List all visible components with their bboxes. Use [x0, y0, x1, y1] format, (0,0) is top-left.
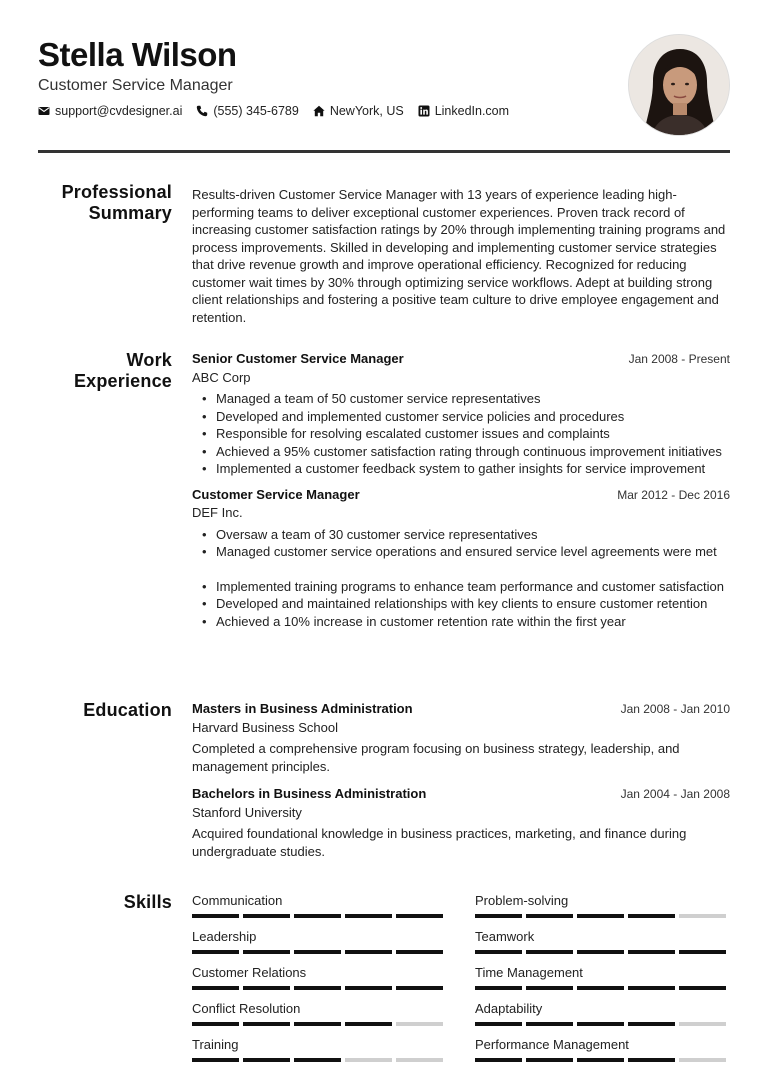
skill-item [475, 1000, 728, 1026]
skill-level-bar [192, 950, 445, 954]
envelope-icon [38, 105, 50, 117]
skills-grid [192, 892, 730, 1062]
bullet-item: • Managed a team of 50 customer service representatives [192, 390, 730, 408]
skill-level-segment [396, 1058, 443, 1062]
bullet-item: • Developed and implemented customer service policies and procedures [192, 408, 730, 426]
skill-name: Adaptability [475, 1001, 543, 1016]
degree-title: Masters in Business Administration [192, 701, 413, 716]
job-entry [192, 486, 730, 631]
bullet-item: • Implemented training programs to enhance team performance and customer satisfaction [192, 578, 730, 596]
bullet-item: • Responsible for resolving escalated customer issues and complaints [192, 425, 730, 443]
skill-item [192, 964, 445, 990]
contact-info [38, 104, 509, 118]
contact-email[interactable] [38, 104, 182, 118]
summary-section [38, 182, 730, 332]
skill-level-segment [475, 986, 522, 990]
skill-item [475, 928, 728, 954]
job-title: Senior Customer Service Manager [192, 351, 404, 366]
skill-level-segment [294, 1022, 341, 1026]
skill-item [475, 964, 728, 990]
skill-level-bar [192, 1022, 445, 1026]
skill-level-bar [192, 1058, 445, 1062]
job-date: Mar 2012 - Dec 2016 [617, 487, 730, 502]
skill-level-segment [577, 950, 624, 954]
contact-location-text: NewYork, US [329, 104, 404, 118]
skill-level-segment [475, 1022, 522, 1026]
skill-name: Training [192, 1037, 239, 1052]
profile-photo [628, 34, 730, 136]
skill-level-segment [345, 1058, 392, 1062]
skill-level-segment [294, 914, 341, 918]
skill-level-segment [628, 1022, 675, 1026]
skill-level-segment [192, 950, 239, 954]
experience-heading [38, 350, 172, 392]
skill-name: Performance Management [475, 1037, 629, 1052]
education-entry [192, 785, 730, 860]
school-name: Harvard Business School [192, 719, 338, 735]
skill-level-segment [628, 950, 675, 954]
skill-level-segment [628, 986, 675, 990]
skill-level-segment [243, 1022, 290, 1026]
education-description: Acquired foundational knowledge in business practices, marketing, and finance during undergraduate studies. [192, 826, 687, 859]
header-divider [38, 150, 730, 153]
candidate-name: Stella Wilson [38, 36, 237, 73]
skill-name: Time Management [475, 965, 583, 980]
job-company: DEF Inc. [192, 505, 243, 520]
skill-level-segment [294, 1058, 341, 1062]
skill-item [475, 1036, 728, 1062]
bullet-item: • Managed customer service operations and ensured service level agreements were met [192, 543, 730, 561]
experience-section [38, 350, 730, 670]
summary-heading-line2: Summary [88, 203, 172, 223]
job-title: Customer Service Manager [192, 486, 360, 502]
skill-level-segment [526, 1058, 573, 1062]
contact-location [313, 104, 404, 118]
skill-level-segment [475, 914, 522, 918]
skill-level-segment [577, 1022, 624, 1026]
candidate-role: Customer Service Manager [38, 77, 233, 94]
skill-level-bar [475, 1058, 728, 1062]
education-section [38, 700, 730, 870]
contact-phone[interactable] [196, 104, 298, 118]
skill-level-segment [345, 986, 392, 990]
skill-level-segment [192, 1058, 239, 1062]
school-name: Stanford University [192, 804, 302, 820]
skill-level-segment [577, 986, 624, 990]
skill-level-segment [243, 986, 290, 990]
skill-item [475, 892, 728, 918]
resume-header [38, 36, 730, 152]
skill-level-bar [192, 986, 445, 990]
experience-heading-line2: Experience [73, 371, 172, 391]
skill-level-segment [243, 914, 290, 918]
contact-linkedin-text: LinkedIn.com [434, 104, 510, 118]
skill-level-segment [192, 914, 239, 918]
education-description: Completed a comprehensive program focusing on business strategy, leadership, and management principles. [192, 741, 680, 774]
skill-level-bar [475, 1022, 728, 1026]
summary-text: Results-driven Customer Service Manager with 13 years of experience leading high-performing teams to deliver exceptional customer experiences. Proven track record of increasing customer satisfaction ratings by 20% through implementing training programs and process improvements. Skilled in developing and implementing customer service strategies that drive revenue growth and improve operational efficiency. Recognized for reducing customer wait times by 30% through optimizing service workflows. Adept at building strong client relationships and fostering a positive team culture to drive employee engagement and retention. [192, 187, 726, 325]
skill-item [192, 892, 445, 918]
skill-level-segment [475, 950, 522, 954]
skills-body [192, 892, 730, 1062]
job-entry [192, 350, 730, 478]
skill-level-segment [345, 1022, 392, 1026]
contact-phone-text: (555) 345-6789 [213, 104, 299, 118]
skill-name: Communication [192, 893, 283, 908]
education-entry [192, 700, 730, 775]
skill-level-segment [526, 986, 573, 990]
skill-level-segment [679, 986, 726, 990]
phone-icon [196, 105, 208, 117]
skill-level-bar [475, 986, 728, 990]
skill-level-segment [294, 950, 341, 954]
skill-item [192, 1036, 445, 1062]
contact-linkedin[interactable] [418, 104, 509, 118]
bullet-item: • Developed and maintained relationships with key clients to ensure customer retention [192, 595, 730, 613]
experience-heading-line1: Work [126, 350, 172, 370]
skill-name: Customer Relations [192, 965, 307, 980]
skill-level-segment [243, 1058, 290, 1062]
skill-level-segment [526, 1022, 573, 1026]
skill-name: Problem-solving [475, 893, 569, 908]
skill-level-segment [679, 914, 726, 918]
education-date: Jan 2008 - Jan 2010 [620, 702, 730, 716]
skill-level-segment [679, 1022, 726, 1026]
experience-body [192, 350, 730, 630]
education-body [192, 700, 730, 860]
skill-level-bar [475, 914, 728, 918]
skill-name: Conflict Resolution [192, 1001, 301, 1016]
summary-heading-line1: Professional [61, 182, 172, 202]
bullet-item: • Achieved a 10% increase in customer retention rate within the first year [192, 613, 730, 631]
skill-level-segment [396, 1022, 443, 1026]
bullet-item: • Oversaw a team of 30 customer service representatives [192, 526, 730, 544]
skill-level-segment [628, 1058, 675, 1062]
skill-level-segment [396, 950, 443, 954]
job-company: ABC Corp [192, 369, 251, 385]
skill-name: Teamwork [475, 929, 535, 944]
skill-level-segment [345, 950, 392, 954]
home-icon [313, 105, 325, 117]
skills-heading: Skills [123, 892, 172, 912]
bullet-item: • Implemented a customer feedback system to gather insights for service improvement [192, 460, 730, 478]
bullet-item: • Achieved a 95% customer satisfaction rating through continuous improvement initiatives [192, 443, 730, 461]
skill-level-segment [345, 914, 392, 918]
skill-level-segment [294, 986, 341, 990]
degree-title: Bachelors in Business Administration [192, 786, 427, 801]
skill-level-segment [396, 914, 443, 918]
skill-level-segment [679, 1058, 726, 1062]
skills-section [38, 892, 730, 1072]
linkedin-icon [418, 105, 430, 117]
skill-level-segment [577, 914, 624, 918]
job-bullets [192, 526, 730, 631]
skill-level-segment [243, 950, 290, 954]
skill-level-segment [475, 1058, 522, 1062]
summary-heading [38, 182, 172, 224]
education-heading: Education [83, 700, 172, 720]
job-bullets [192, 390, 730, 478]
skill-level-segment [679, 950, 726, 954]
skill-level-segment [526, 950, 573, 954]
skill-name: Leadership [192, 929, 257, 944]
contact-email-text: support@cvdesigner.ai [55, 104, 183, 118]
skill-level-bar [475, 950, 728, 954]
skill-item [192, 928, 445, 954]
skill-level-segment [192, 986, 239, 990]
education-date: Jan 2004 - Jan 2008 [620, 787, 730, 801]
job-date: Jan 2008 - Present [628, 352, 730, 366]
skill-level-bar [192, 914, 445, 918]
skill-level-segment [577, 1058, 624, 1062]
skill-level-segment [628, 914, 675, 918]
skill-level-segment [192, 1022, 239, 1026]
skill-item [192, 1000, 445, 1026]
skill-level-segment [396, 986, 443, 990]
skill-level-segment [526, 914, 573, 918]
